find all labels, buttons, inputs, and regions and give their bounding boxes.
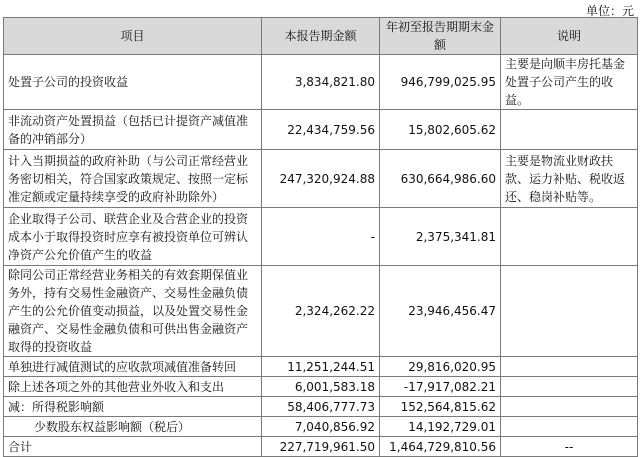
table-row [4, 377, 638, 397]
row-note [501, 417, 638, 437]
row-ytd: -17,917,082.21 [380, 377, 501, 397]
row-ytd: 29,816,020.95 [380, 357, 501, 377]
total-current: 227,719,961.50 [262, 437, 380, 457]
total-ytd: 1,464,729,810.56 [380, 437, 501, 457]
row-note [501, 208, 638, 266]
row-item: 少数股东权益影响额（税后） [4, 417, 262, 437]
row-note [501, 266, 638, 357]
row-item: 除上述各项之外的其他营业外收入和支出 [4, 377, 262, 397]
row-current: 3,834,821.80 [262, 55, 380, 110]
total-row [4, 437, 638, 457]
row-current: 7,040,856.92 [262, 417, 380, 437]
row-item: 企业取得子公司、联营企业及合营企业的投资成本小于取得投资时应享有被投资单位可辨认净资产公允价值产生的收益 [4, 208, 262, 266]
row-ytd: 152,564,815.62 [380, 397, 501, 417]
row-current: 247,320,924.88 [262, 150, 380, 208]
row-item: 减：所得税影响额 [4, 397, 262, 417]
total-note: -- [501, 437, 638, 457]
row-note [501, 357, 638, 377]
row-ytd: 14,192,729.01 [380, 417, 501, 437]
row-item: 单独进行减值测试的应收款项减值准备转回 [4, 357, 262, 377]
row-current: 2,324,262.22 [262, 266, 380, 357]
table-row [4, 208, 638, 266]
header-current: 本报告期金额 [262, 18, 380, 55]
table-row [4, 150, 638, 208]
total-label: 合计 [4, 437, 262, 457]
row-note: 主要是向顺丰房托基金处置子公司产生的收益。 [501, 55, 638, 110]
table-row [4, 55, 638, 110]
row-current: 6,001,583.18 [262, 377, 380, 397]
header-note: 说明 [501, 18, 638, 55]
header-row [4, 18, 638, 55]
table-row [4, 110, 638, 150]
row-note: 主要是物流业财政扶款、运力补贴、税收返还、稳岗补贴等。 [501, 150, 638, 208]
row-item: 处置子公司的投资收益 [4, 55, 262, 110]
table-row [4, 417, 638, 437]
row-current: - [262, 208, 380, 266]
row-item: 计入当期损益的政府补助（与公司正常经营业务密切相关，符合国家政策规定、按照一定标准定额或定量持续享受的政府补助除外） [4, 150, 262, 208]
row-item: 除同公司正常经营业务相关的有效套期保值业务外，持有交易性金融资产、交易性金融负债产生的公允价值变动损益，以及处置交易性金融资产、交易性金融负债和可供出售金融资产取得的投资收益 [4, 266, 262, 357]
row-ytd: 15,802,605.62 [380, 110, 501, 150]
row-note [501, 377, 638, 397]
header-ytd: 年初至报告期期末金额 [380, 18, 501, 55]
row-ytd: 23,946,456.47 [380, 266, 501, 357]
row-current: 22,434,759.56 [262, 110, 380, 150]
row-ytd: 946,799,025.95 [380, 55, 501, 110]
row-current: 11,251,244.51 [262, 357, 380, 377]
header-item: 项目 [4, 18, 262, 55]
row-ytd: 630,664,986.60 [380, 150, 501, 208]
row-note [501, 397, 638, 417]
non-recurring-items-table [3, 17, 638, 457]
table-row [4, 266, 638, 357]
table-row [4, 397, 638, 417]
table-row [4, 357, 638, 377]
row-note [501, 110, 638, 150]
row-item: 非流动资产处置损益（包括已计提资产减值准备的冲销部分） [4, 110, 262, 150]
row-current: 58,406,777.73 [262, 397, 380, 417]
unit-label: 单位：元 [585, 4, 634, 18]
row-ytd: 2,375,341.81 [380, 208, 501, 266]
